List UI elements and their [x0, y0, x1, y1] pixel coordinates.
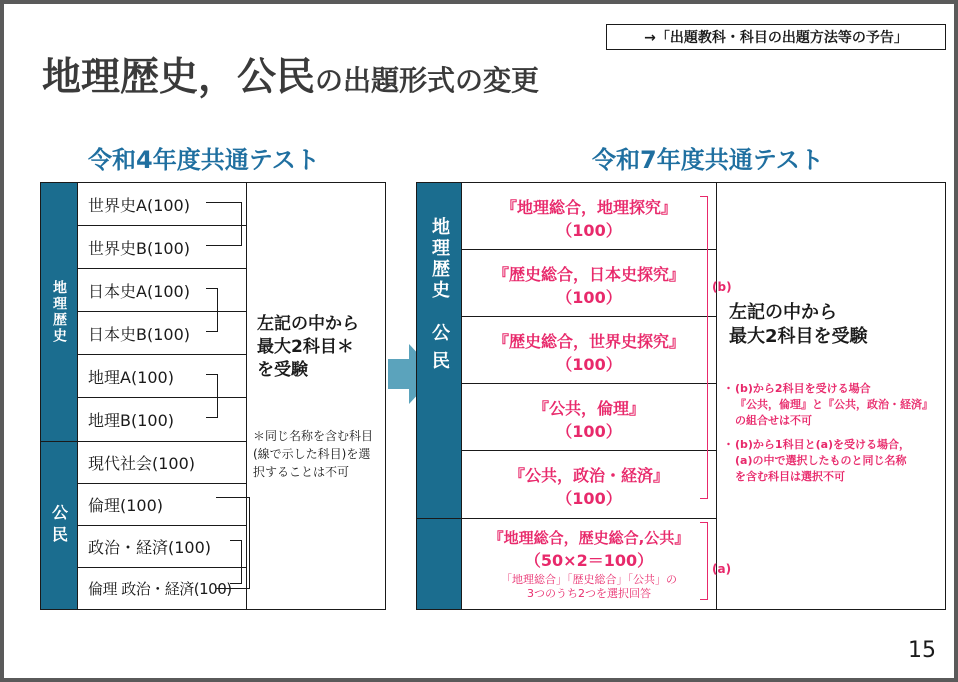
right-table	[416, 182, 946, 610]
right-label-komin: 公民	[429, 323, 450, 379]
reference-note: →「出題教科・科目の出題方法等の予告」	[606, 24, 946, 50]
right-bullet-list	[723, 381, 945, 485]
left-heading: 令和4年度共通テスト	[88, 146, 320, 174]
left-subject: 現代社会(100)	[78, 442, 246, 484]
bracket-japanese-history	[206, 288, 218, 332]
left-group-label-komin: 公民	[41, 442, 77, 609]
right-subject-column	[461, 183, 717, 609]
slide	[4, 4, 954, 678]
left-subject: 世界史B(100)	[78, 226, 246, 269]
bracket-politics	[230, 540, 242, 584]
right-bullet-item: ・ (b)から2科目を受ける場合 『公共，倫理』と『公共，政治・経済』 の組合せは不可	[723, 382, 933, 427]
bracket-a	[700, 522, 708, 600]
left-subject: 政治・経済(100)	[78, 526, 246, 568]
left-subject: 倫理(100)	[78, 484, 246, 526]
right-label-chireki: 地理歴史	[429, 217, 450, 301]
left-group-label-chireki: 地理歴史	[41, 183, 77, 442]
label-a: (a)	[712, 562, 732, 576]
right-side-bottom	[417, 519, 461, 609]
left-subject: 日本史A(100)	[78, 269, 246, 312]
right-subject-cell: 『歴史総合，日本史探究』 （100）	[462, 250, 716, 317]
bracket-world-history	[206, 202, 242, 246]
left-subject: 地理B(100)	[78, 398, 246, 442]
bracket-b	[700, 196, 708, 499]
right-heading: 令和7年度共通テスト	[592, 146, 824, 174]
left-subject: 倫理 政治・経済(100)	[88, 580, 232, 598]
left-rule-text: 左記の中から 最大2科目＊ を受験	[257, 314, 359, 380]
right-subject-cell: 『地理総合，地理探究』 （100）	[462, 183, 716, 250]
title-main: 地理歴史，公民	[42, 55, 316, 100]
label-b: (b)	[712, 280, 732, 294]
left-footnote: ＊同じ名称を含む科目 (線で示した科目)を選 択することは不可	[253, 429, 374, 479]
right-group-labels	[417, 183, 461, 519]
left-subject: 地理A(100)	[78, 355, 246, 398]
right-subject-cell: 『公共，政治・経済』 （100）	[462, 451, 716, 519]
right-subject-a-cell: 『地理総合，歴史総合,公共』 （50×2＝100） 「地理総合」「歴史総合」「公共」の 3つのうち2つを選択回答	[488, 529, 690, 600]
title-rest: の出題形式の変更	[315, 64, 540, 97]
left-subject: 世界史A(100)	[78, 183, 246, 226]
right-subject-cell: 『歴史総合，世界史探究』 （100）	[462, 317, 716, 384]
right-subject-cell: 『公共，倫理』 （100）	[462, 384, 716, 451]
right-bullet-item: ・ (b)から1科目と(a)を受ける場合， (a)の中で選択したものと同じ名称 を含む科目は選択不可	[723, 438, 911, 483]
bracket-geography	[206, 374, 218, 418]
page-title	[42, 46, 539, 102]
right-rule-text: 左記の中から 最大2科目を受験	[729, 302, 868, 347]
left-subject: 日本史B(100)	[78, 312, 246, 355]
page-number: 15	[908, 638, 936, 663]
